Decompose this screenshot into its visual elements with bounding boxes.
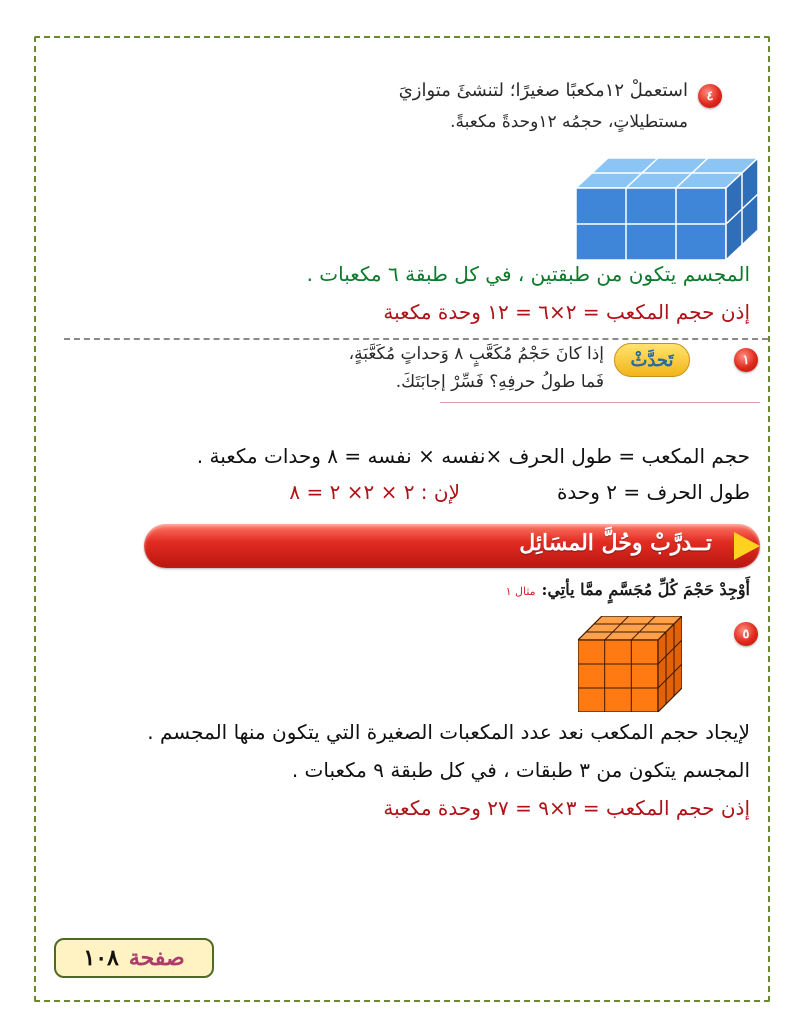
page-number: ١٠٨ xyxy=(83,945,119,971)
answer-5-line-1: لإيجاد حجم المكعب نعد عدد المكعبات الصغيرة التي يتكون منها المجسم . xyxy=(147,720,750,744)
exercise-number-badge: ٥ xyxy=(734,622,758,646)
exercise-instruction xyxy=(506,580,750,599)
answer-5-line-2: المجسم يتكون من ٣ طبقات ، في كل طبقة ٩ مكعبات . xyxy=(291,758,750,782)
answer-talk-line-1: حجم المكعب = طول الحرف ×نفسه × نفسه = ٨ وحدات مكعبة . xyxy=(196,444,750,468)
talk-underline xyxy=(440,402,760,403)
answer-talk-edge: طول الحرف = ٢ وحدة xyxy=(556,480,750,504)
page-number-label xyxy=(54,938,214,978)
answer-4-line-2: إذن حجم المكعب = ٢×٦ = ١٢ وحدة مكعبة xyxy=(383,300,750,324)
banner-title: تــدرَّبْ وحُلَّ المسَائِل xyxy=(519,530,712,556)
answer-5-line-3: إذن حجم المكعب = ٣×٩ = ٢٧ وحدة مكعبة xyxy=(383,796,750,820)
problem-4-line-2: مستطيلاتٍ، حجمُه ١٢وحدةً مكعبةً. xyxy=(450,112,688,132)
talk-line-1: إذا كانَ حَجْمُ مُكَعَّبٍ ٨ وَحداتٍ مُكَعَّبَةٍ، xyxy=(348,344,604,364)
problem-4-line-1: استعملْ ١٢مكعبًا صغيرًا؛ لتنشئَ متوازيَ xyxy=(398,80,688,101)
blue-cuboid-figure xyxy=(576,158,758,260)
instruction-text: أَوْجِدْ حَجْمَ كُلِّ مُجَسَّمٍ ممَّا يأتِي: xyxy=(541,580,750,599)
orange-cube-figure xyxy=(578,616,682,712)
section-divider xyxy=(64,338,768,340)
talk-bubble: تَحدَّثْ xyxy=(614,343,690,377)
talk-number-badge: ١ xyxy=(734,348,758,372)
example-reference: مثال ١ xyxy=(505,585,536,598)
talk-line-2: فَما طولُ حرفِهِ؟ فَسِّرْ إجابَتَكَ. xyxy=(395,372,604,392)
problem-number-badge: ٤ xyxy=(698,84,722,108)
answer-talk-because: لإن : ٢ × ٢× ٢ = ٨ xyxy=(289,480,460,504)
answer-4-line-1: المجسم يتكون من طبقتين ، في كل طبقة ٦ مكعبات . xyxy=(306,262,750,286)
page-label-text: صفحة xyxy=(128,945,185,971)
practice-banner xyxy=(144,524,760,568)
banner-arrow-icon xyxy=(734,532,760,560)
